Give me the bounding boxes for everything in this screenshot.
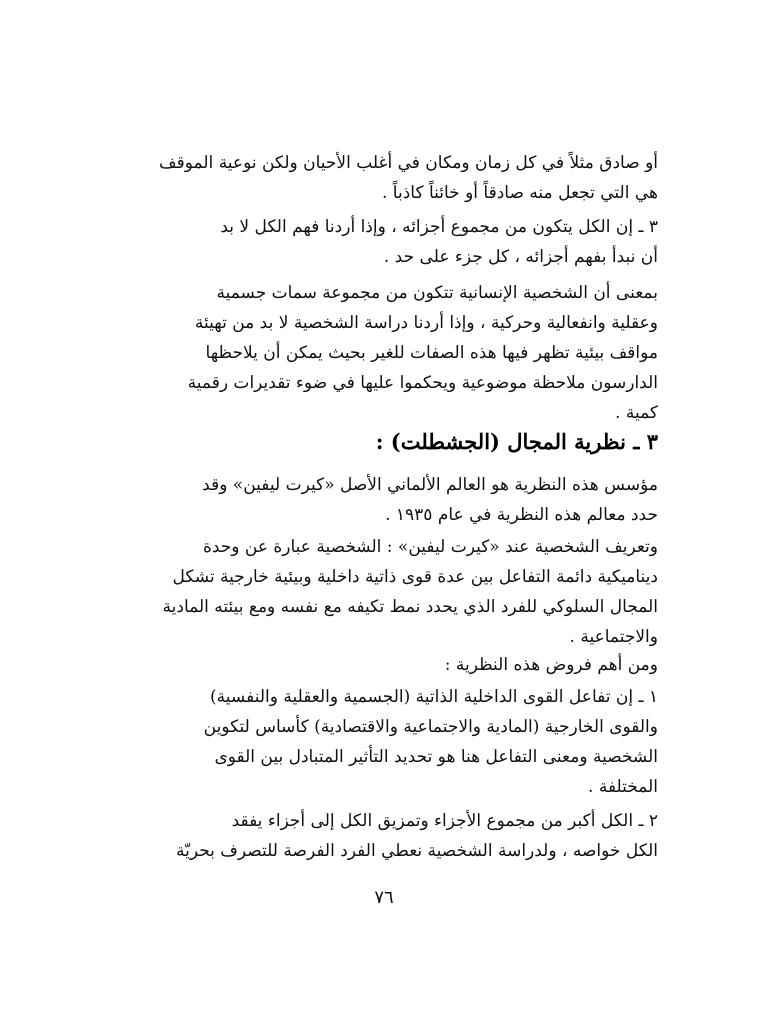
- paragraph-3-line-1: بمعنى أن الشخصية الإنسانية تتكون من مجموعة سمات جسمية: [216, 283, 658, 303]
- paragraph-3-line-2: وعقلية وانفعالية وحركية ، وإذا أردنا دراسة الشخصية لا بد من تهيئة: [194, 313, 658, 333]
- paragraph-4-line-1: مؤسس هذه النظرية هو العالم الألماني الأصل «كيرت ليفين» وقد: [202, 475, 658, 495]
- paragraph-5-line-3: المجال السلوكي للفرد الذي يحدد نمط تكيفه مع نفسه ومع بيئته المادية: [162, 597, 658, 617]
- paragraph-2-line-1: ٣ ـ إن الكل يتكون من مجموع أجزائه ، وإذا أردنا فهم الكل لا بد: [220, 217, 658, 237]
- paragraph-3: [112, 278, 658, 428]
- paragraph-3-line-5: كمية .: [615, 403, 658, 423]
- paragraph-5: [112, 532, 658, 652]
- paragraph-7: [112, 682, 658, 802]
- paragraph-1-line-2: هي التي تجعل منه صادقاً أو خائناً كاذباً .: [381, 183, 658, 203]
- paragraph-7-line-4: المختلفة .: [588, 777, 658, 797]
- paragraph-3-line-4: الدارسون ملاحظة موضوعية ويحكموا عليها في ضوء تقديرات رقمية: [187, 373, 658, 393]
- paragraph-4-line-2: حدد معالم هذه النظرية في عام ١٩٣٥ .: [385, 505, 658, 525]
- paragraph-7-line-2: والقوى الخارجية (المادية والاجتماعية والاقتصادية) كأساس لتكوين: [203, 717, 658, 737]
- paragraph-2: [112, 212, 658, 272]
- book-page: [0, 140, 768, 1024]
- paragraph-1-line-1: أو صادق مثلاً في كل زمان ومكان في أغلب الأحيان ولكن نوعية الموقف: [159, 153, 658, 173]
- paragraph-7-line-3: الشخصية ومعنى التفاعل هنا هو تحديد التأثير المتبادل بين القوى: [214, 747, 658, 767]
- paragraph-2-line-2: أن نبدأ بفهم أجزائه ، كل جزء على حد .: [383, 247, 658, 267]
- paragraph-1: [112, 148, 658, 208]
- paragraph-5-line-2: ديناميكية دائمة التفاعل بين عدة قوى ذاتية داخلية وبيئية خارجية تشكل: [172, 567, 658, 587]
- page-number: ٧٦: [374, 887, 394, 908]
- paragraph-4: [112, 470, 658, 530]
- paragraph-8-line-2: الكل خواصه ، ولدراسة الشخصية نعطي الفرد الفرصة للتصرف بحريّة: [175, 841, 658, 861]
- paragraph-5-line-1: وتعريف الشخصية عند «كيرت ليفين» : الشخصية عبارة عن وحدة: [202, 537, 658, 557]
- paragraph-5-line-4: والاجتماعية .: [569, 627, 658, 647]
- paragraph-6-line-1: ومن أهم فروض هذه النظرية :: [444, 655, 658, 675]
- paragraph-8-line-1: ٢ ـ الكل أكبر من مجموع الأجزاء وتمزيق الكل إلى أجزاء يفقد: [231, 811, 658, 831]
- paragraph-3-line-3: مواقف بيئية تظهر فيها هذه الصفات للغير بحيث يمكن أن يلاحظها: [205, 343, 658, 363]
- paragraph-8: [112, 806, 658, 866]
- paragraph-7-line-1: ١ ـ إن تفاعل القوى الداخلية الذاتية (الجسمية والعقلية والنفسية): [210, 687, 658, 707]
- section-heading: ٣ ـ نظرية المجال (الجشطلت) :: [375, 429, 658, 454]
- paragraph-6: [112, 650, 658, 680]
